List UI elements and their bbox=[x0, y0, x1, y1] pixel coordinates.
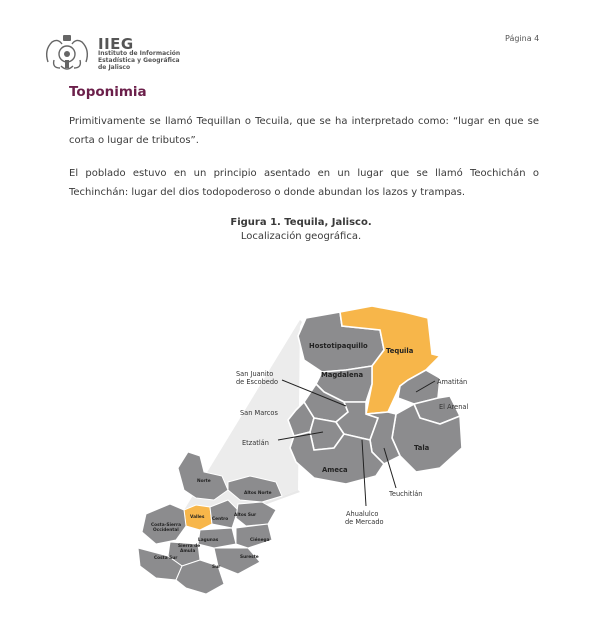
org-name-line: Instituto de Información bbox=[98, 50, 181, 57]
municipality-label: de Mercado bbox=[345, 518, 384, 526]
region-label: Costa Sur bbox=[154, 556, 178, 561]
municipality-label: San Marcos bbox=[240, 409, 278, 417]
region-label: Costa-Sierra bbox=[151, 523, 182, 528]
figure-title: Figura 1. Tequila, Jalisco. bbox=[230, 217, 372, 228]
municipality-label: Teuchitlán bbox=[389, 490, 423, 498]
region-label: Lagunas bbox=[198, 538, 219, 543]
region-label: Centro bbox=[212, 517, 229, 522]
region-label: Amula bbox=[180, 549, 196, 554]
municipality-map bbox=[288, 306, 462, 484]
municipality-label: Tala bbox=[414, 444, 430, 452]
municipality-label: Amatitán bbox=[437, 378, 468, 386]
municipality-label: Tequila bbox=[386, 347, 414, 355]
municipality-label: Hostotipaquillo bbox=[309, 342, 368, 350]
figure-subtitle: Localización geográfica. bbox=[240, 231, 362, 242]
region-label: Ciénega bbox=[250, 538, 270, 543]
section-title: Toponimia bbox=[69, 84, 147, 100]
org-name-line: Estadística y Geográfica bbox=[98, 57, 180, 64]
region-label: Sureste bbox=[240, 555, 259, 560]
paragraph: El poblado estuvo en un principio asentado en un lugar que se llamó Teochichán o Techinchán: lugar del dios todopoderoso o donde abundan los lazos y trampas. bbox=[69, 168, 539, 198]
municipality-label: Ahualulco bbox=[346, 510, 379, 518]
region-label: Sur bbox=[212, 565, 221, 570]
region-label: Altos Sur bbox=[234, 513, 257, 518]
region-label: Altos Norte bbox=[244, 491, 272, 496]
page-number: Página 4 bbox=[505, 34, 540, 43]
municipality-label: Etzatlán bbox=[242, 439, 269, 447]
region-label: Norte bbox=[197, 479, 211, 484]
region-label: Valles bbox=[190, 515, 205, 520]
municipality-label: San Juanito bbox=[236, 370, 274, 378]
region-sureste bbox=[214, 548, 260, 574]
municipality-label: Magdalena bbox=[321, 371, 364, 379]
municipality-label: El Arenal bbox=[439, 403, 469, 411]
region-cienega bbox=[236, 524, 272, 548]
region-label: Sierra de bbox=[178, 544, 201, 549]
org-abbreviation: IIEG bbox=[98, 35, 134, 53]
paragraph: Primitivamente se llamó Tequillan o Tecuila, que se ha interpretado como: “lugar en que se corta o lugar de tributos”. bbox=[69, 116, 539, 146]
municipality-label: de Escobedo bbox=[236, 378, 279, 386]
org-name-line: de Jalisco bbox=[98, 64, 131, 71]
region-label: Occidental bbox=[153, 528, 179, 533]
municipality-label: Ameca bbox=[322, 466, 348, 474]
